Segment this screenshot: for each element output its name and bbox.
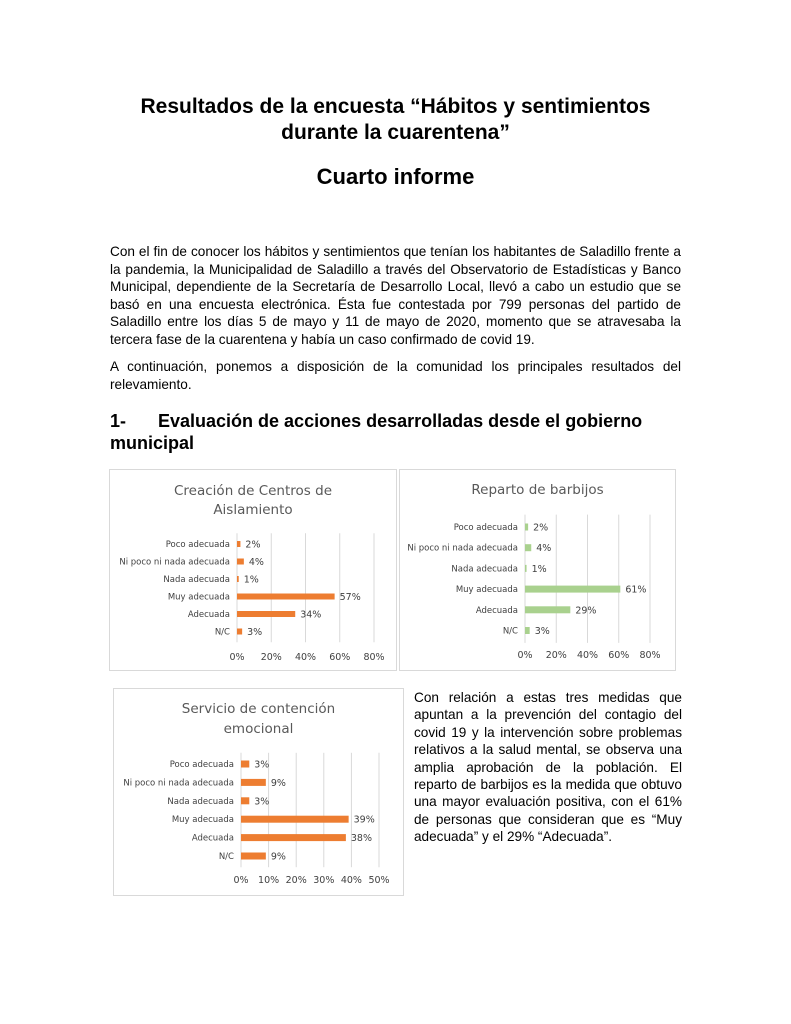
data-label: 2% <box>245 539 261 551</box>
x-tick-label: 0% <box>229 652 245 663</box>
category-label: Muy adecuada <box>171 815 234 826</box>
category-label: N/C <box>502 626 518 637</box>
data-label: 2% <box>533 522 549 534</box>
data-label: 39% <box>353 814 375 826</box>
chart-title: Creación de Centros de <box>174 483 332 499</box>
intro-paragraph-text: Con el fin de conocer los hábitos y sentimientos que tenían los habitantes de Saladillo frente a la pandemia, la Municipalidad de Saladillo a través del Observatorio de Estadísticas y Banco Municipal, dependiente de la Secretaría de Desarrollo Local, llevó a cabo un estudio que se basó en una encuesta electrónica. Ésta fue contestada por 799 personas del partido de Saladillo entre los días 5 de mayo y 11 de mayo de 2020, momento que se atravesaba la tercera fase de la cuarentena y había un caso confirmado de covid 19. <box>110 244 681 347</box>
category-label: Nada adecuada <box>167 796 234 807</box>
x-tick-label: 10% <box>258 875 280 886</box>
section-number: 1- <box>110 411 127 431</box>
data-label: 3% <box>247 627 263 638</box>
data-label: 57% <box>339 592 361 603</box>
data-label: 3% <box>254 796 270 808</box>
bar <box>525 586 620 593</box>
chart-centros-aislamiento-svg <box>110 470 396 670</box>
category-label: Nada adecuada <box>163 575 230 585</box>
data-label: 34% <box>300 609 322 621</box>
data-label: 38% <box>350 833 373 845</box>
x-tick-label: 60% <box>608 650 630 661</box>
category-label: N/C <box>214 627 230 638</box>
x-tick-label: 0% <box>233 875 249 886</box>
category-label: N/C <box>218 852 234 862</box>
category-label: Muy adecuada <box>167 592 230 603</box>
bar <box>525 524 528 531</box>
section-heading <box>110 410 681 454</box>
category-label: Nada adecuada <box>451 564 518 575</box>
x-tick-label: 30% <box>313 875 335 886</box>
bar <box>237 594 335 600</box>
chart-title: Servicio de contención <box>181 701 336 717</box>
x-tick-label: 20% <box>285 875 307 886</box>
chart-contencion-emocional <box>113 688 404 896</box>
section-title: Evaluación de acciones desarrolladas desde el gobierno municipal <box>110 411 643 453</box>
continuation-paragraph <box>110 358 681 393</box>
x-tick-label: 60% <box>329 652 351 663</box>
chart-title: emocional <box>223 721 294 737</box>
bar <box>241 853 266 860</box>
data-label: 9% <box>270 777 286 789</box>
x-tick-label: 20% <box>545 650 567 661</box>
bar <box>241 816 349 823</box>
data-label: 4% <box>536 543 552 555</box>
chart-reparto-barbijos <box>399 469 676 671</box>
x-tick-label: 80% <box>363 652 385 663</box>
x-tick-label: 40% <box>340 875 362 886</box>
x-tick-label: 50% <box>368 875 390 886</box>
bar <box>237 629 242 635</box>
document-subtitle: Cuarto informe <box>316 164 475 189</box>
bar <box>525 565 527 572</box>
bar <box>237 611 295 617</box>
category-label: Poco adecuada <box>453 523 518 533</box>
category-label: Adecuada <box>187 610 230 620</box>
bar <box>237 559 244 565</box>
bar <box>241 761 249 768</box>
category-label: Ni poco ni nada adecuada <box>407 543 518 554</box>
chart-contencion-emocional-svg <box>114 689 403 895</box>
data-label: 29% <box>575 605 597 617</box>
category-label: Poco adecuada <box>165 540 230 550</box>
bar <box>241 779 266 786</box>
chart-reparto-barbijos-svg <box>400 470 675 670</box>
category-label: Poco adecuada <box>169 760 234 770</box>
data-label: 3% <box>254 759 270 771</box>
data-label: 9% <box>270 851 286 863</box>
chart-title: Aislamiento <box>213 502 293 518</box>
data-label: 61% <box>625 584 647 596</box>
side-commentary <box>414 689 682 846</box>
x-tick-label: 20% <box>260 652 282 663</box>
bar <box>241 834 346 841</box>
x-tick-label: 40% <box>294 652 317 663</box>
bar <box>237 541 240 547</box>
chart-centros-aislamiento <box>109 469 397 671</box>
side-commentary-text: Con relación a estas tres medidas que apuntan a la prevención del contagio del covid 19 y la intervención sobre problemas relativos a la salud mental, se observa una amplia aprobación de la población. El reparto de barbijos es la medida que obtuvo una mayor evaluación positiva, con el 61% de personas que consideran que es “Muy adecuada” y el 29% “Adecuada”. <box>414 690 682 845</box>
data-label: 1% <box>243 574 259 586</box>
bar <box>237 576 239 582</box>
continuation-paragraph-text: A continuación, ponemos a disposición de la comunidad los principales resultados del relevamiento. <box>110 359 681 392</box>
x-tick-label: 40% <box>576 650 599 661</box>
data-label: 1% <box>531 563 547 575</box>
intro-paragraph <box>110 243 681 349</box>
category-label: Adecuada <box>191 833 234 844</box>
data-label: 4% <box>248 557 264 568</box>
bar <box>525 606 570 613</box>
x-tick-label: 80% <box>639 650 661 661</box>
bar <box>525 627 530 634</box>
document-title-line-1: Resultados de la encuesta “Hábitos y sentimientos <box>140 95 651 118</box>
document-title-line-2: durante la cuarentena” <box>281 121 510 144</box>
category-label: Muy adecuada <box>455 585 518 596</box>
x-tick-label: 0% <box>517 650 533 661</box>
category-label: Adecuada <box>475 605 518 616</box>
data-label: 3% <box>534 626 550 637</box>
chart-title: Reparto de barbijos <box>471 482 604 498</box>
bar <box>241 797 249 804</box>
bar <box>525 544 531 551</box>
category-label: Ni poco ni nada adecuada <box>123 778 234 789</box>
category-label: Ni poco ni nada adecuada <box>119 557 230 568</box>
